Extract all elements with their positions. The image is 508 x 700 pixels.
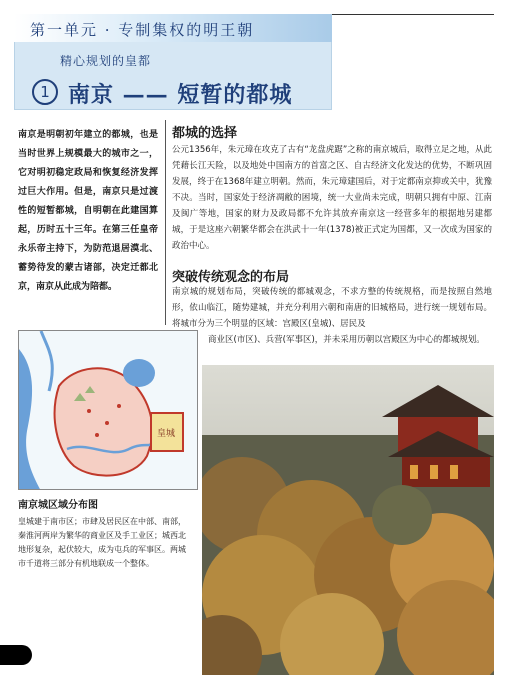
- xuanwu-lake: [123, 359, 155, 387]
- page-edge-tab: [0, 645, 32, 665]
- photo-graphic: [202, 365, 494, 675]
- intro-text: 南京是明朝初年建立的都城，也是当时世界上规模最大的城市之一，它对明初稳定政局和恢复经济发挥过巨大作用。但是，南京只是过渡性的短暂都城，自明朝在此建国算起，历时五十三年。在第三任皇帝永乐帝主持下，为防范退居漠北、蓄势待发的蒙古诸部，决定迁都北京，南京从此成为陪都。: [18, 130, 158, 292]
- section-title-layout: 突破传统观念的布局: [172, 270, 290, 285]
- section-subtitle: 精心规划的皇都: [60, 54, 152, 68]
- section-number-badge: 1: [32, 79, 58, 105]
- unit-title: 第一单元 · 专制集权的明王朝: [30, 21, 255, 39]
- nanjing-district-map: [18, 330, 198, 490]
- palace-label: 皇城: [157, 429, 176, 439]
- yangtze-river: [19, 349, 41, 490]
- map-caption: [18, 496, 193, 571]
- section-title-capital-choice: 都城的选择: [172, 126, 238, 141]
- map-graphic: [19, 331, 198, 490]
- page-title: 南京 —— 短暂的都城: [68, 82, 293, 108]
- map-caption-title: 南京城区域分布图: [18, 500, 98, 511]
- section-body-layout-cont: 商业区(市区)、兵营(军事区)，并未采用历朝以宫殿区为中心的都城规划。: [208, 335, 485, 345]
- column-divider: [165, 120, 166, 325]
- header-rule: [332, 14, 494, 15]
- map-caption-text: 皇城建于南市区；市肆及居民区在中部、南部，秦淮河两岸为繁华的商业区及手工业区；城西北地形复杂，起伏较大，成为屯兵的军事区。两城市千道将三部分有机地联成一个整体。: [18, 517, 186, 568]
- river-branch: [41, 331, 52, 391]
- gulou-pavilion-photo: [202, 365, 494, 675]
- section-body-capital-choice: 公元1356年，朱元璋在攻克了古有“龙盘虎踞”之称的南京城后，取得立足之地，从此凭藉长江天险，以及地处中国南方的首富之区、自古经济文化发达的优势，不断巩固发展，终于在1368年建立明朝。然而，朱元璋建国后，对于定都南京抑或关中，犹豫不决。当时，国家处于经济凋敝的困境，统一大业尚未完成，明朝只拥有中原、江南及闽广等地，国家的财力及政局都不允许其放弃南京这一经营多年的根据地另建都城，于是这座六朝繁华都会在洪武十一年(1378)被正式定为国都，又一次成为国家的政治中心。: [172, 145, 492, 251]
- section-body-layout: 南京城的规划布局，突破传统的都城观念，不求方整的传统规格，而是按照自然地形，依山临江，随势建城，并充分利用六朝和南唐的旧城格局，进行统一规划布局。将城市分为三个明显的区域：宫殿区(皇城)、居民及: [172, 287, 492, 329]
